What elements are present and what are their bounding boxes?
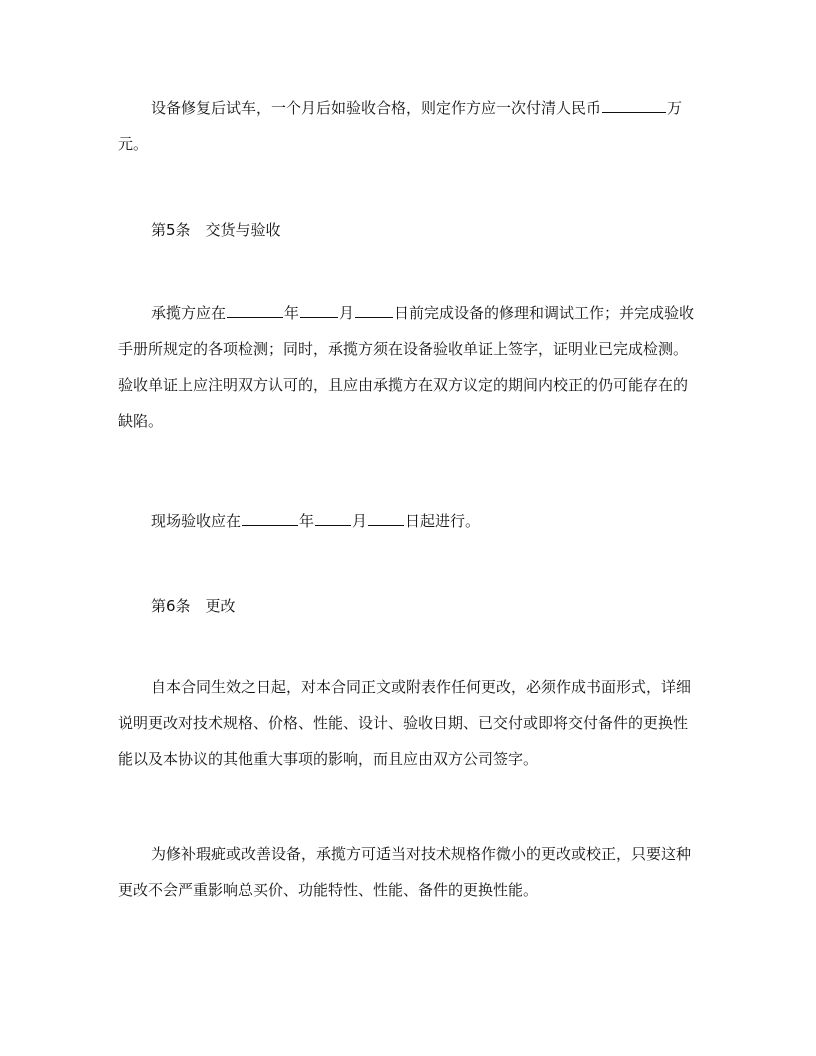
heading-article-5: 第5条 交货与验收 bbox=[151, 221, 281, 239]
amount-blank bbox=[602, 96, 666, 113]
day-blank bbox=[355, 301, 393, 318]
site-year-label: 年 bbox=[299, 512, 315, 530]
site-text-start: 现场验收应在 bbox=[151, 512, 242, 530]
payment-text-start: 设备修复后试车，一个月后如验收合格，则定作方应一次付清人民币 bbox=[151, 99, 602, 117]
paragraph-site-acceptance bbox=[118, 503, 702, 539]
month-label: 月 bbox=[339, 304, 355, 322]
month-blank bbox=[300, 301, 338, 318]
paragraph-delivery bbox=[118, 295, 702, 439]
heading-article-6: 第6条 更改 bbox=[151, 597, 236, 615]
year-label: 年 bbox=[284, 304, 300, 322]
delivery-text-start: 承揽方应在 bbox=[151, 304, 227, 322]
year-blank bbox=[227, 301, 283, 318]
delivery-text-end: 日前完成设备的修理和调试工作；并完成验收手册所规定的各项检测；同时，承揽方须在设备验收单证上签字，证明业已完成检测。验收单证上应注明双方认可的，且应由承揽方在双方议定的期间内校正的仍可能存在的缺陷。 bbox=[118, 304, 695, 430]
site-month-label: 月 bbox=[352, 512, 368, 530]
paragraph-minor-changes: 为修补瑕疵或改善设备，承揽方可适当对技术规格作微小的更改或校正，只要这种更改不会严重影响总买价、功能特性、性能、备件的更换性能。 bbox=[118, 845, 692, 899]
paragraph-amendment: 自本合同生效之日起，对本合同正文或附表作任何更改，必须作成书面形式，详细说明更改对技术规格、价格、性能、设计、验收日期、已交付或即将交付备件的更换性能以及本协议的其他重大事项的影响，而且应由双方公司签字。 bbox=[118, 678, 692, 768]
site-day-blank bbox=[368, 509, 404, 526]
payment-text-end: 万元。 bbox=[118, 99, 683, 153]
site-text-end: 日起进行。 bbox=[405, 512, 481, 530]
site-month-blank bbox=[315, 509, 351, 526]
site-year-blank bbox=[242, 509, 298, 526]
paragraph-payment bbox=[118, 90, 702, 162]
